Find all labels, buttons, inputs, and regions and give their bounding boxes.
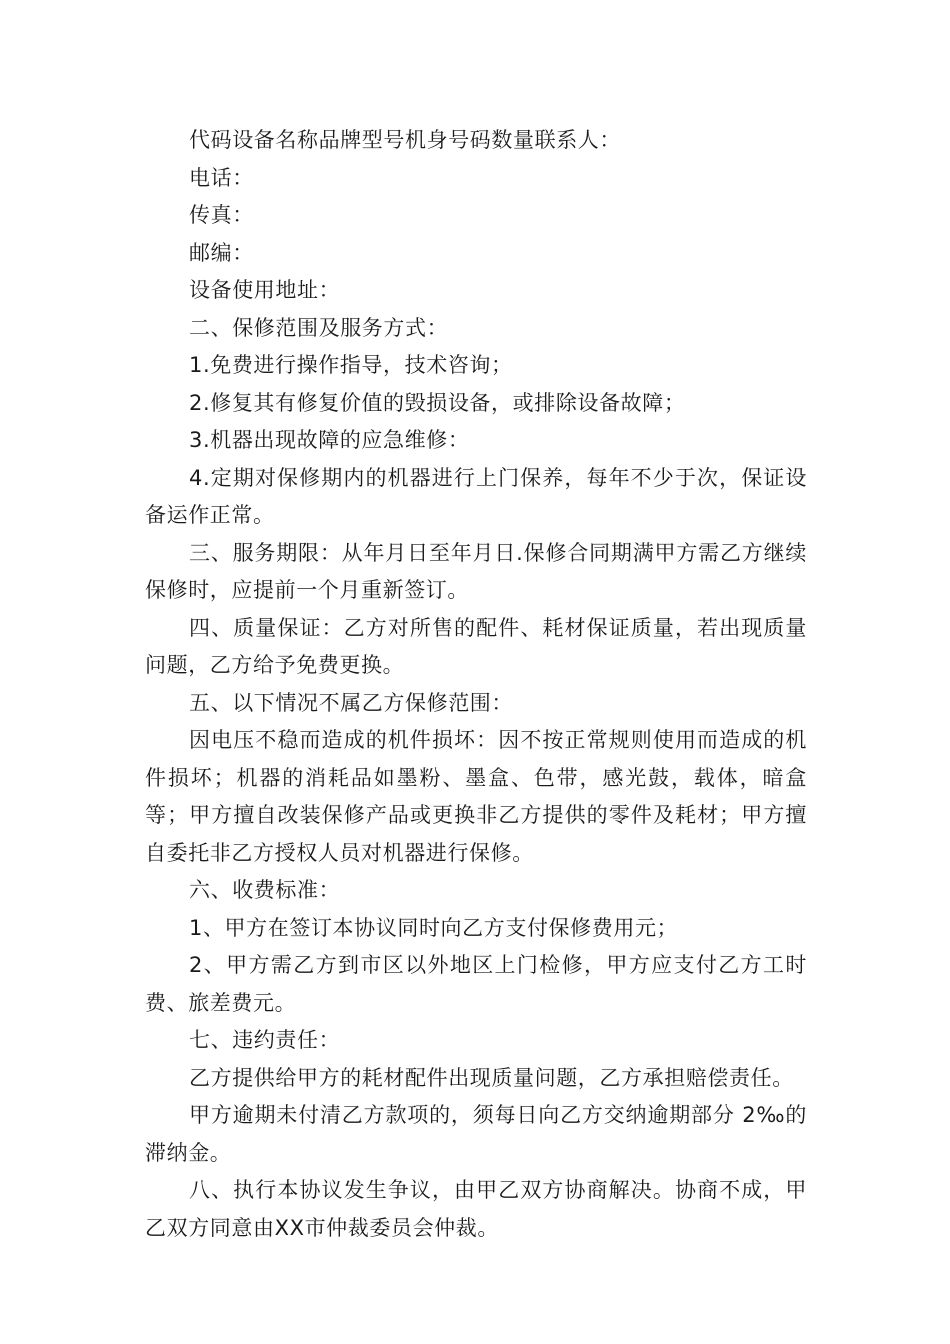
section-heading-fees: 六、收费标准： [189,878,341,902]
scope-item-3: 3.机器出现故障的应急维修： [189,428,470,452]
address-field: 设备使用地址： [189,278,341,302]
fee-item-2: 2、甲方需乙方到市区以外地区上门检修，甲方应支付乙方工时费、旅差费元。 [145,953,807,1015]
phone-field: 电话： [189,165,254,190]
section-service-period: 三、服务期限：从年月日至年月日.保修合同期满甲方需乙方继续保修时，应提前一个月重新签订。 [145,540,807,602]
section-dispute-resolution: 八、执行本协议发生争议，由甲乙双方协商解决。协商不成，甲乙双方同意由XX市仲裁委员会仲裁。 [145,1178,807,1240]
section-heading-scope: 二、保修范围及服务方式： [189,315,449,340]
fax-field: 传真： [189,203,254,227]
postcode-field: 邮编： [189,240,254,265]
scope-item-4: 4.定期对保修期内的机器进行上门保养，每年不少于次，保证设备运作正常。 [145,465,807,527]
liability-item-2: 甲方逾期未付清乙方款项的，须每日向乙方交纳逾期部分 2‰的滞纳金。 [145,1103,807,1165]
fee-item-1: 1、甲方在签订本协议同时向乙方支付保修费用元； [189,915,679,940]
scope-item-2: 2.修复其有修复价值的毁损设备，或排除设备故障； [189,390,686,415]
section-heading-exclusions: 五、以下情况不属乙方保修范围： [189,690,513,715]
section-heading-liability: 七、违约责任： [189,1028,341,1052]
exclusions-body: 因电压不稳而造成的机件损坏：因不按正常规则使用而造成的机件损坏；机器的消耗品如墨粉、墨盒、色带，感光鼓，载体，暗盒等；甲方擅自改装保修产品或更换非乙方提供的零件及耗材；甲方擅自委托非乙方授权人员对机器进行保修。 [145,728,807,865]
section-quality-guarantee: 四、质量保证：乙方对所售的配件、耗材保证质量，若出现质量问题，乙方给予免费更换。 [145,615,807,677]
scope-item-1: 1.免费进行操作指导，技术咨询； [189,353,513,377]
liability-item-1: 乙方提供给甲方的耗材配件出现质量问题，乙方承担赔偿责任。 [189,1065,794,1090]
document-body [145,122,807,1247]
contact-fields-line: 代码设备名称品牌型号机身号码数量联系人： [189,128,621,152]
